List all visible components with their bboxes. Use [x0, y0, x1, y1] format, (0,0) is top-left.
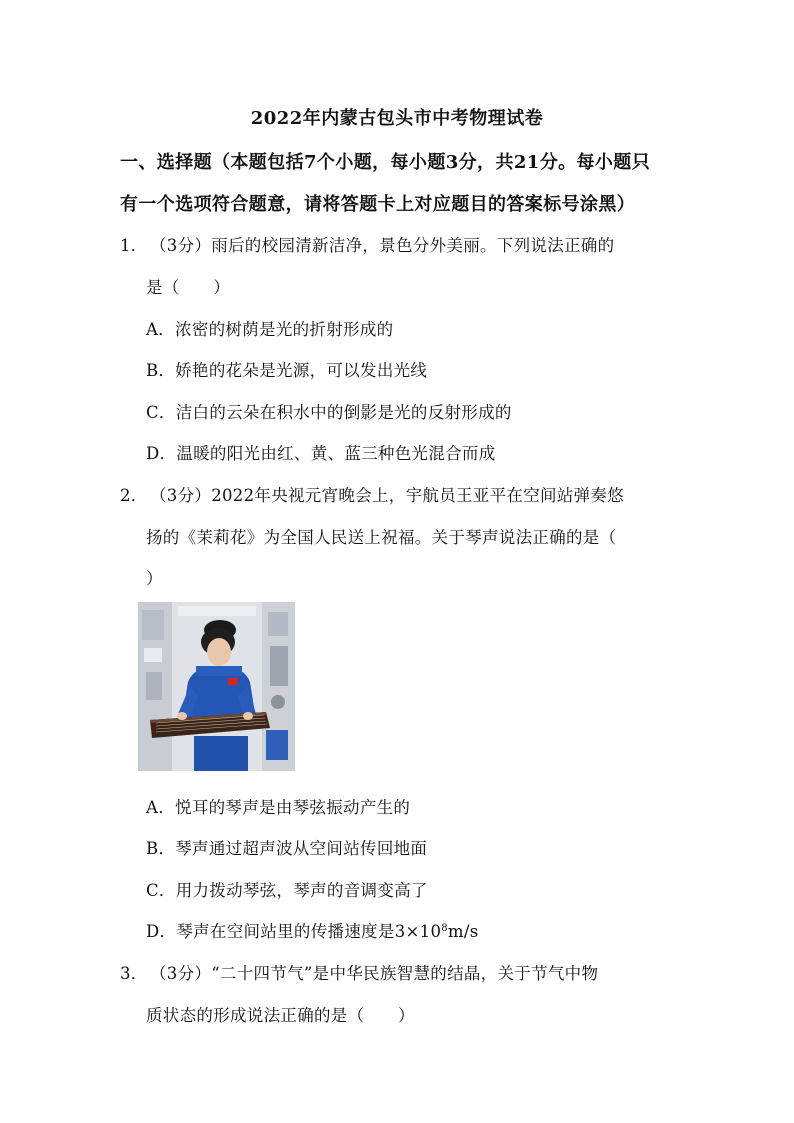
option-c: C．洁白的云朵在积水中的倒影是光的反射形成的 [146, 403, 512, 422]
question-number: 2． [120, 486, 148, 505]
unit: m/s [447, 922, 479, 941]
option-d-text: D．琴声在空间站里的传播速度是3×10 [146, 922, 442, 941]
question-number: 3． [120, 964, 148, 983]
section-heading-line2: 有一个选项符合题意，请将答题卡上对应题目的答案标号涂黑） [120, 194, 636, 215]
astronaut-guzheng-photo [138, 602, 295, 771]
question-2-continuation: 扬的《茉莉花》为全国人民送上祝福。关于琴声说法正确的是（ [146, 528, 617, 547]
question-text: （3分）“二十四节气”是中华民族智慧的结晶，关于节气中物 [150, 964, 599, 983]
question-2 [120, 482, 624, 506]
question-text: （3分）2022年央视元宵晚会上，宇航员王亚平在空间站弹奏悠 [150, 486, 624, 505]
question-number: 1． [120, 236, 148, 255]
exponent: 8 [441, 923, 448, 934]
option-b: B．娇艳的花朵是光源，可以发出光线 [146, 361, 428, 380]
option-d [146, 918, 479, 942]
option-a: A．浓密的树荫是光的折射形成的 [146, 320, 394, 339]
option-a: A．悦耳的琴声是由琴弦振动产生的 [146, 798, 411, 817]
question-1 [120, 232, 614, 256]
option-b: B．琴声通过超声波从空间站传回地面 [146, 839, 428, 858]
page-title: 2022年内蒙古包头市中考物理试卷 [250, 108, 544, 129]
question-text: （3分）雨后的校园清新洁净，景色分外美丽。下列说法正确的 [150, 236, 615, 255]
question-3-continuation: 质状态的形成说法正确的是（ ） [146, 1006, 415, 1025]
question-2-continuation-end: ） [146, 569, 163, 588]
question-3 [120, 960, 598, 984]
question-1-continuation: 是（ ） [146, 278, 230, 297]
option-d: D．温暖的阳光由红、黄、蓝三种色光混合而成 [146, 444, 496, 463]
option-c: C．用力拨动琴弦，琴声的音调变高了 [146, 881, 428, 900]
section-heading-line1: 一、选择题（本题包括7个小题，每小题3分，共21分。每小题只 [120, 152, 651, 173]
